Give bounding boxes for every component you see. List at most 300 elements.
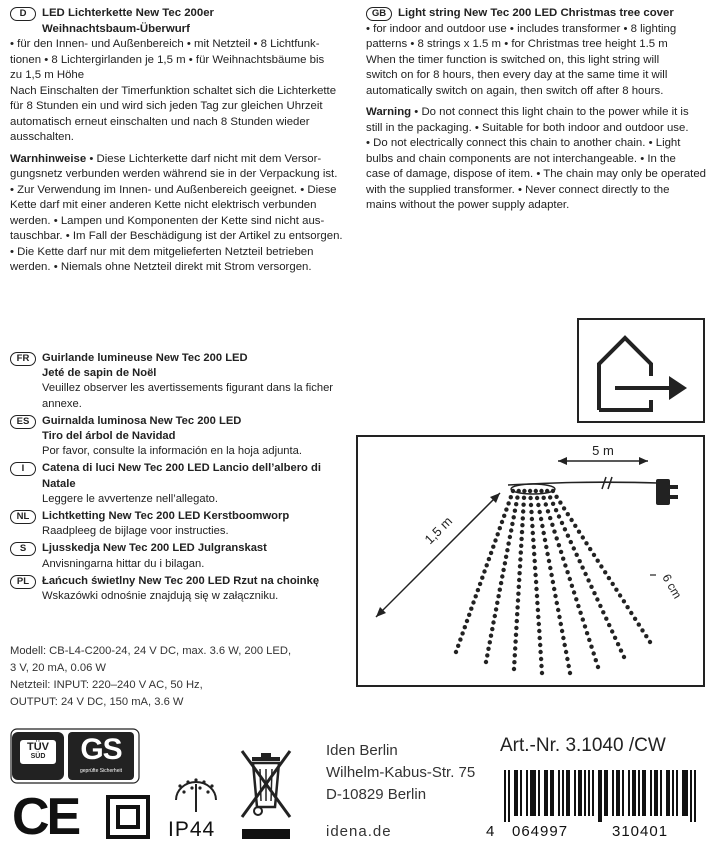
led-bulb bbox=[619, 648, 623, 652]
italian-block bbox=[10, 461, 355, 507]
led-bulb bbox=[508, 535, 512, 539]
led-bulb bbox=[498, 526, 502, 530]
barcode-bar bbox=[622, 770, 624, 816]
led-bulb bbox=[554, 495, 558, 499]
led-bulb bbox=[516, 592, 520, 596]
led-bulb bbox=[551, 489, 555, 493]
german-warn-line: Kette darf mit einer anderen Kette nicht elektrisch verbunden bbox=[10, 199, 317, 211]
led-bulb bbox=[592, 591, 596, 595]
led-bulb bbox=[494, 607, 498, 611]
led-bulb bbox=[514, 626, 518, 630]
led-bulb bbox=[539, 657, 543, 661]
english-warn-line: • Do not electrically connect this chain to another chain. • Light bbox=[366, 137, 681, 149]
tuv-sud-text: SÜD bbox=[30, 753, 46, 760]
italian-line: Leggere le avvertenze nell’allegato. bbox=[42, 492, 219, 505]
led-bulb bbox=[559, 622, 563, 626]
polish-title: Łańcuch świetlny New Tec 200 LED Rzut na choinkę bbox=[42, 574, 320, 587]
led-bulb bbox=[513, 509, 517, 513]
led-bulb bbox=[474, 594, 478, 598]
led-bulb bbox=[542, 531, 546, 535]
german-title: LED Lichterkette New Tec 200er bbox=[42, 7, 214, 19]
led-bulb bbox=[506, 501, 510, 505]
gs-text: GS bbox=[80, 733, 122, 766]
led-bulb bbox=[567, 664, 571, 668]
company-street: Wilhelm-Kabus-Str. 75 bbox=[326, 764, 476, 781]
french-block bbox=[10, 351, 355, 412]
lang-badge-se: S bbox=[10, 542, 36, 556]
led-bulb bbox=[564, 650, 568, 654]
barcode-bar bbox=[628, 770, 630, 816]
barcode-bar bbox=[534, 770, 536, 816]
led-bulb bbox=[493, 538, 497, 542]
led-bulb bbox=[484, 660, 488, 664]
led-bulb bbox=[618, 593, 622, 597]
led-bulb bbox=[482, 569, 486, 573]
led-bulb bbox=[519, 544, 523, 548]
led-bulb bbox=[640, 628, 644, 632]
led-bulb bbox=[536, 615, 540, 619]
german-warn-label: Warnhinweise bbox=[10, 152, 87, 165]
led-bulb bbox=[530, 517, 534, 521]
barcode-right-digits: 310401 bbox=[612, 823, 669, 840]
led-bulb bbox=[509, 528, 513, 532]
german-heading bbox=[10, 6, 355, 37]
barcode-bar bbox=[684, 770, 686, 816]
barcode-bar bbox=[520, 770, 522, 816]
polish-block bbox=[10, 574, 355, 604]
led-bulb bbox=[556, 608, 560, 612]
gs-small-text: geprüfte Sicherheit bbox=[80, 768, 122, 774]
led-bulb bbox=[569, 540, 573, 544]
barcode-bar bbox=[600, 770, 602, 822]
led-bulb bbox=[519, 550, 523, 554]
led-bulb bbox=[570, 584, 574, 588]
led-bulb bbox=[501, 568, 505, 572]
led-bulb bbox=[578, 611, 582, 615]
led-bulb bbox=[536, 503, 540, 507]
led-bulb bbox=[516, 598, 520, 602]
led-bulb bbox=[513, 646, 517, 650]
led-bulb bbox=[540, 671, 544, 675]
barcode-bar bbox=[650, 770, 652, 816]
barcode-bar bbox=[598, 770, 600, 822]
led-bulb bbox=[489, 551, 493, 555]
led-bulb bbox=[613, 636, 617, 640]
led-bulb bbox=[581, 617, 585, 621]
led-bulb bbox=[537, 629, 541, 633]
company-address bbox=[326, 740, 475, 806]
barcode-bar bbox=[668, 770, 670, 816]
led-bulb bbox=[512, 515, 516, 519]
led-bulb bbox=[592, 553, 596, 557]
led-bulb bbox=[488, 640, 492, 644]
led-bulb bbox=[531, 531, 535, 535]
led-bulb bbox=[576, 604, 580, 608]
led-bulb bbox=[583, 624, 587, 628]
barcode-bar bbox=[546, 770, 548, 816]
spanish-title: Guirnalda luminosa New Tec 200 LED bbox=[42, 414, 242, 427]
led-bulb bbox=[548, 495, 552, 499]
led-bulb bbox=[596, 665, 600, 669]
led-bulb bbox=[648, 640, 652, 644]
led-bulb bbox=[499, 581, 503, 585]
english-warn-label: Warning bbox=[366, 106, 412, 118]
barcode-bar bbox=[514, 770, 516, 816]
led-bulb bbox=[512, 660, 516, 664]
english-warn-line: mains without the power supply adapter. bbox=[366, 199, 570, 211]
led-bulb bbox=[563, 563, 567, 567]
led-bulb bbox=[504, 555, 508, 559]
led-bulb bbox=[531, 538, 535, 542]
led-bulb bbox=[539, 489, 543, 493]
barcode-bar bbox=[690, 770, 692, 822]
led-bulb bbox=[578, 559, 582, 563]
spanish-block bbox=[10, 414, 355, 460]
led-bulb bbox=[514, 502, 518, 506]
led-bulb bbox=[522, 489, 526, 493]
barcode-bar bbox=[604, 770, 606, 816]
led-bulb bbox=[521, 516, 525, 520]
led-bulb bbox=[522, 496, 526, 500]
led-bulb bbox=[545, 552, 549, 556]
led-bulb bbox=[500, 574, 504, 578]
led-bulb bbox=[581, 535, 585, 539]
led-bulb bbox=[560, 521, 564, 525]
english-warn-line: case of damage, dispose of item. • The chain may only be operated bbox=[366, 168, 707, 180]
barcode-bar bbox=[568, 770, 570, 816]
led-bulb bbox=[532, 545, 536, 549]
article-number: Art.-Nr. 3.1040 /CW bbox=[500, 735, 666, 756]
led-bulb bbox=[490, 627, 494, 631]
lang-badge-es: ES bbox=[10, 415, 36, 429]
led-bulb bbox=[629, 611, 633, 615]
spanish-subtitle: Tiro del árbol de Navidad bbox=[42, 430, 176, 443]
led-bulb bbox=[513, 639, 517, 643]
led-bulb bbox=[558, 500, 562, 504]
led-bulb bbox=[513, 653, 517, 657]
led-bulb bbox=[495, 601, 499, 605]
led-bulb bbox=[520, 523, 524, 527]
led-bulb bbox=[549, 573, 553, 577]
led-bulb bbox=[552, 529, 556, 533]
led-bulb bbox=[540, 524, 544, 528]
led-bulb bbox=[569, 518, 573, 522]
led-bulb bbox=[551, 502, 555, 506]
spec-line: OUTPUT: 24 V DC, 150 mA, 3.6 W bbox=[10, 696, 184, 708]
led-bulb bbox=[528, 489, 532, 493]
led-bulb bbox=[589, 585, 593, 589]
led-bulb bbox=[521, 503, 525, 507]
led-bulb bbox=[580, 565, 584, 569]
english-line: switch on for 8 hours, then every day at the same time it will bbox=[366, 69, 668, 81]
spec-line: Modell: CB-L4-C200-24, 24 V DC, max. 3.6 W, 200 LED, bbox=[10, 645, 292, 657]
led-bulb bbox=[559, 550, 563, 554]
led-bulb bbox=[502, 514, 506, 518]
led-bulb bbox=[553, 594, 557, 598]
led-bulb bbox=[520, 530, 524, 534]
led-bulb bbox=[584, 541, 588, 545]
spanish-line: Por favor, consulte la información en la hoja adjunta. bbox=[42, 445, 302, 458]
led-bulb bbox=[489, 634, 493, 638]
led-bulb bbox=[465, 619, 469, 623]
led-bulb bbox=[607, 576, 611, 580]
barcode-bar bbox=[584, 770, 586, 816]
german-warn-line: gungsnetz verbunden werden während sie in der Verpackung ist. bbox=[10, 168, 338, 180]
led-bulb bbox=[561, 636, 565, 640]
english-warn-line: bulbs and chain components are not interchangeable. • In the bbox=[366, 152, 676, 165]
french-title: Guirlande lumineuse New Tec 200 LED bbox=[42, 352, 248, 364]
dutch-block bbox=[10, 509, 355, 539]
company-city: D-10829 Berlin bbox=[326, 786, 427, 803]
led-bulb bbox=[565, 570, 569, 574]
led-bulb bbox=[566, 534, 570, 538]
german-line: • für den Innen- und Außenbereich • mit Netzteil • 8 Lichtfunk- bbox=[10, 38, 320, 50]
led-bulb bbox=[538, 510, 542, 514]
led-bulb bbox=[535, 594, 539, 598]
led-bulb bbox=[515, 619, 519, 623]
led-bulb bbox=[485, 563, 489, 567]
english-warn-line: • Do not connect this light chain to the power while it is bbox=[411, 106, 689, 118]
led-bulb bbox=[535, 496, 539, 500]
rain-protection-icon bbox=[166, 778, 226, 814]
diagram-spacing-label: 6 cm bbox=[659, 571, 685, 602]
english-line: • for indoor and outdoor use • includes transformer • 8 lighting bbox=[366, 22, 677, 35]
led-bulb bbox=[544, 502, 548, 506]
barcode-bar bbox=[612, 770, 614, 816]
led-bulb bbox=[536, 608, 540, 612]
led-bulb bbox=[509, 495, 513, 499]
product-diagram bbox=[356, 435, 705, 687]
led-bulb bbox=[515, 605, 519, 609]
barcode-bar bbox=[642, 770, 644, 816]
led-bulb bbox=[588, 547, 592, 551]
led-bulb bbox=[487, 557, 491, 561]
led-bulb bbox=[543, 538, 547, 542]
barcode-bar bbox=[516, 770, 518, 816]
led-bulb bbox=[505, 548, 509, 552]
led-bulb bbox=[548, 566, 552, 570]
german-line: zu 1,5 m Höhe bbox=[10, 69, 85, 81]
led-bulb bbox=[512, 667, 516, 671]
led-bulb bbox=[573, 524, 577, 528]
swedish-line: Anvisningarna hittar du i bilagan. bbox=[42, 557, 205, 570]
led-bulb bbox=[633, 617, 637, 621]
barcode-left-digits: 064997 bbox=[512, 823, 569, 840]
led-bulb bbox=[637, 622, 641, 626]
german-warn-line: werden. • Niemals ohne Netzteil direkt mit Strom versorgen. bbox=[10, 261, 312, 273]
led-bulb bbox=[552, 587, 556, 591]
german-warn-line: • Zur Verwendung im Innen- und Außenbereich geeignet. • Diese bbox=[10, 183, 337, 196]
ip-rating: IP44 bbox=[168, 818, 216, 841]
german-section bbox=[10, 6, 355, 276]
led-bulb bbox=[537, 622, 541, 626]
english-line: patterns • 8 strings x 1.5 m • for Christmas tree height 1.5 m bbox=[366, 38, 668, 50]
german-line: automatisch erneut einschalten und nach 8 Stunden wieder bbox=[10, 115, 310, 128]
led-bulb bbox=[532, 552, 536, 556]
led-bulb bbox=[529, 503, 533, 507]
barcode-bar bbox=[530, 770, 532, 816]
english-line: automatically switch on again, then switch off after 8 hours. bbox=[366, 84, 664, 97]
dutch-line: Raadpleeg de bijlage voor instructies. bbox=[42, 525, 229, 538]
german-line: tionen • 8 Lichtergirlanden je 1,5 m • für Weihnachtsbäume bis bbox=[10, 53, 325, 66]
german-warn-line: • Diese Lichterkette darf nicht mit dem Versor- bbox=[86, 152, 322, 165]
barcode-bar bbox=[526, 770, 528, 816]
english-section bbox=[366, 6, 706, 214]
led-bulb bbox=[519, 537, 523, 541]
barcode bbox=[498, 770, 704, 822]
led-bulb bbox=[585, 631, 589, 635]
led-bulb bbox=[601, 610, 605, 614]
led-bulb bbox=[554, 508, 558, 512]
led-bulb bbox=[504, 507, 508, 511]
led-bulb bbox=[533, 573, 537, 577]
led-bulb bbox=[515, 495, 519, 499]
led-bulb bbox=[518, 564, 522, 568]
led-bulb bbox=[517, 489, 521, 493]
german-line: ausschalten. bbox=[10, 131, 74, 143]
english-line: When the timer function is switched on, this light string will bbox=[366, 53, 660, 66]
led-bulb bbox=[491, 620, 495, 624]
led-bulb bbox=[572, 590, 576, 594]
german-subtitle: Weihnachtsbaum-Überwurf bbox=[42, 22, 190, 35]
barcode-bar bbox=[682, 770, 684, 816]
barcode-bar bbox=[550, 770, 552, 816]
barcode-bar bbox=[686, 770, 688, 816]
led-bulb bbox=[547, 559, 551, 563]
barcode-bar bbox=[566, 770, 568, 816]
led-bulb bbox=[521, 509, 525, 513]
led-string bbox=[454, 489, 515, 654]
led-bulb bbox=[480, 576, 484, 580]
french-line: annexe. bbox=[42, 397, 82, 410]
indoor-symbol-box bbox=[577, 318, 705, 423]
led-bulb bbox=[458, 637, 462, 641]
led-bulb bbox=[486, 647, 490, 651]
english-title: Light string New Tec 200 LED Christmas tree cover bbox=[398, 7, 674, 19]
led-bulb bbox=[550, 523, 554, 527]
led-bulb bbox=[538, 636, 542, 640]
led-bulb bbox=[561, 557, 565, 561]
led-bulb bbox=[589, 645, 593, 649]
led-bulb bbox=[538, 643, 542, 647]
led-bulb bbox=[511, 489, 515, 493]
led-bulb bbox=[545, 489, 549, 493]
english-warn-line: with the supplied transformer. • Never connect directly to the bbox=[366, 183, 670, 196]
led-bulb bbox=[568, 671, 572, 675]
led-bulb bbox=[538, 650, 542, 654]
led-bulb bbox=[528, 496, 532, 500]
led-bulb bbox=[566, 512, 570, 516]
led-bulb bbox=[557, 514, 561, 518]
german-line: Nach Einschalten der Timerfunktion schaltet sich die Lichterkette bbox=[10, 84, 337, 97]
german-warn-line: • Die Kette darf nur mit dem mitgelieferten Netzteil betrieben bbox=[10, 245, 314, 258]
led-bulb bbox=[544, 545, 548, 549]
led-bulb bbox=[548, 516, 552, 520]
led-bulb bbox=[514, 633, 518, 637]
led-bulb bbox=[557, 543, 561, 547]
led-bulb bbox=[539, 517, 543, 521]
french-line: Veuillez observer les avertissements figurant dans la ficher bbox=[42, 382, 334, 395]
led-bulb bbox=[583, 572, 587, 576]
led-bulb bbox=[493, 614, 497, 618]
led-bulb bbox=[529, 510, 533, 514]
led-bulb bbox=[557, 615, 561, 619]
german-body bbox=[10, 37, 355, 146]
led-bulb bbox=[496, 532, 500, 536]
barcode-bar bbox=[606, 770, 608, 816]
barcode-bar bbox=[660, 770, 662, 816]
led-bulb bbox=[506, 541, 510, 545]
ce-mark: CE bbox=[12, 788, 79, 846]
lang-badge-nl: NL bbox=[10, 510, 36, 524]
led-string bbox=[534, 489, 573, 675]
led-bulb bbox=[592, 651, 596, 655]
tuv-text: TÜV bbox=[27, 741, 49, 753]
led-bulb bbox=[563, 643, 567, 647]
led-bulb bbox=[456, 644, 460, 648]
led-bulb bbox=[603, 570, 607, 574]
led-bulb bbox=[555, 601, 559, 605]
led-bulb bbox=[515, 612, 519, 616]
led-bulb bbox=[517, 578, 521, 582]
led-bulb bbox=[500, 520, 504, 524]
led-bulb bbox=[625, 605, 629, 609]
company-website: idena.de bbox=[326, 823, 392, 840]
led-bulb bbox=[572, 546, 576, 550]
barcode-first-digit: 4 bbox=[486, 823, 496, 840]
led-bulb bbox=[539, 664, 543, 668]
weee-bin-icon bbox=[238, 745, 294, 845]
barcode-bar bbox=[508, 770, 510, 822]
barcode-bar bbox=[632, 770, 634, 816]
barcode-bar bbox=[558, 770, 560, 816]
led-bulb bbox=[610, 629, 614, 633]
led-bulb bbox=[517, 585, 521, 589]
led-bulb bbox=[622, 655, 626, 659]
led-bulb bbox=[496, 594, 500, 598]
german-line: für 8 Stunden ein und wird sich jeden Tag zur gleichen Uhrzeit bbox=[10, 100, 323, 112]
led-bulb bbox=[510, 522, 514, 526]
spec-line: Netzteil: INPUT: 220–240 V AC, 50 Hz, bbox=[10, 679, 203, 691]
led-bulb bbox=[534, 489, 538, 493]
lang-badge-de: D bbox=[10, 7, 36, 21]
led-string bbox=[539, 489, 600, 669]
led-bulb bbox=[574, 597, 578, 601]
barcode-bar bbox=[638, 770, 640, 816]
led-bulb bbox=[599, 564, 603, 568]
led-bulb bbox=[575, 553, 579, 557]
led-bulb bbox=[533, 566, 537, 570]
led-string bbox=[528, 489, 544, 675]
led-bulb bbox=[491, 545, 495, 549]
german-warn-line: tauschbar. • Im Fall der Beschädigung ist der Artikel zu entsorgen. bbox=[10, 230, 343, 242]
italian-title: Catena di luci New Tec 200 LED Lancio dell’albero di Natale bbox=[42, 462, 321, 490]
lang-badge-gb: GB bbox=[366, 7, 392, 21]
barcode-bar bbox=[644, 770, 646, 816]
led-bulb bbox=[594, 658, 598, 662]
led-bulb bbox=[616, 642, 620, 646]
led-bulb bbox=[598, 604, 602, 608]
led-bulb bbox=[614, 588, 618, 592]
barcode-bar bbox=[592, 770, 594, 816]
led-bulb bbox=[604, 617, 608, 621]
barcode-bar bbox=[578, 770, 580, 816]
led-bulb bbox=[542, 496, 546, 500]
german-warn-line: werden. • Lampen und Komponenten der Kette sind nicht aus- bbox=[10, 214, 325, 227]
barcode-bar bbox=[666, 770, 668, 816]
led-bulb bbox=[471, 600, 475, 604]
diagram-length-label: 5 m bbox=[592, 443, 614, 458]
